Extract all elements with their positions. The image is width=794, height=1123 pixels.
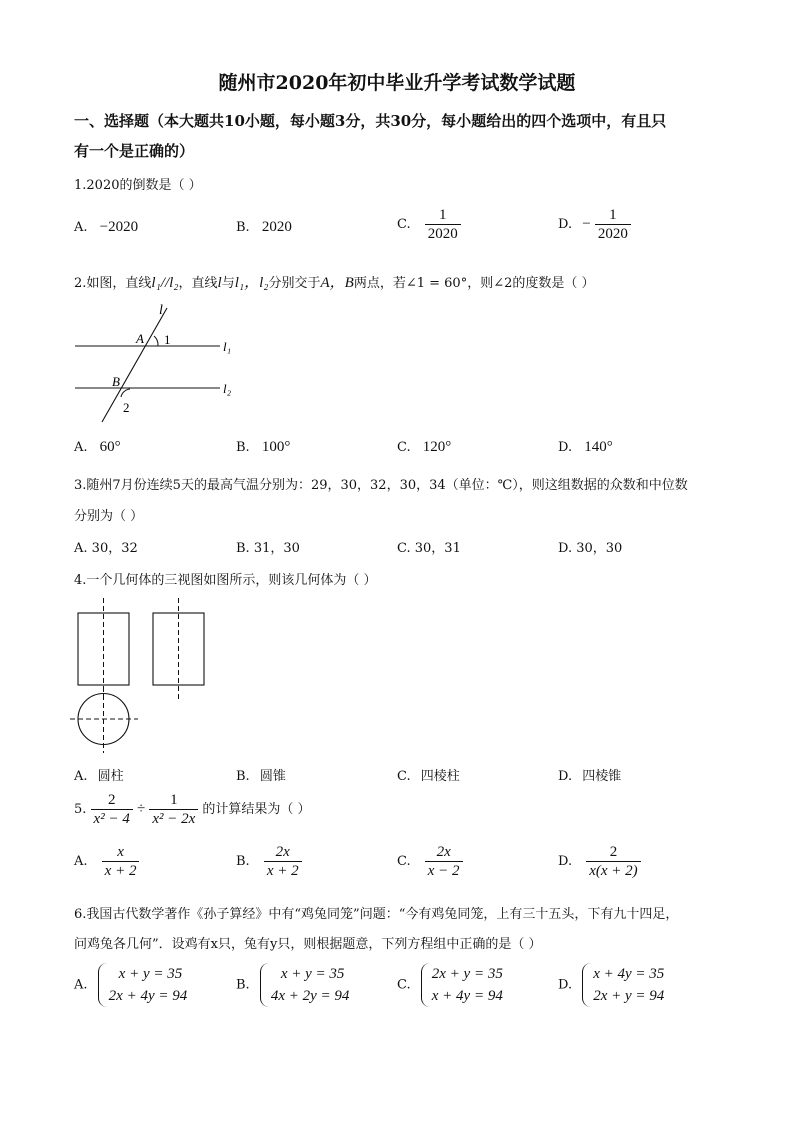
- denominator: x + 2: [104, 863, 137, 879]
- q5-option-b: [236, 843, 302, 880]
- q6-option-d: [558, 963, 668, 1007]
- stem-text: ，直线: [178, 276, 218, 291]
- label-l1: l₁: [223, 339, 232, 354]
- option-label: B.: [236, 440, 250, 455]
- q3-stem-line1: 3.随州7月份连续5天的最高气温分别为：29，30，32，30，34（单位：℃），则这组数据的众数和中位数: [74, 478, 688, 493]
- equation-system: [98, 963, 192, 1007]
- option-value: 30，30: [576, 541, 623, 556]
- option-label: B.: [236, 977, 250, 993]
- q2-figure-parallel-lines: [70, 300, 240, 425]
- denominator: x + 2: [266, 863, 299, 879]
- option-value: 60°: [99, 439, 121, 455]
- option-value: 120°: [422, 439, 452, 455]
- q6-stem-line1: 6.我国古代数学著作《孙子算经》中有“鸡兔同笼”问题：“今有鸡兔同笼，上有三十五头，下有九十四足，: [74, 907, 679, 922]
- q1-stem: 1.2020的倒数是（ ）: [74, 178, 202, 193]
- option-label: C.: [397, 440, 411, 455]
- numerator: 2: [586, 843, 640, 862]
- q5-option-d: [558, 843, 641, 880]
- q2-stem: [74, 271, 595, 292]
- page-title: 随州市2020年初中毕业升学考试数学试题: [218, 72, 576, 94]
- option-label: D.: [558, 769, 573, 784]
- option-label: A.: [74, 769, 88, 784]
- option-label: C.: [397, 769, 411, 784]
- q1-option-d: [558, 206, 631, 243]
- q4-option-a: [74, 765, 124, 784]
- denominator: x² − 2x: [152, 811, 196, 827]
- option-label: A.: [74, 220, 88, 235]
- numerator: 2: [91, 791, 133, 810]
- option-label: A.: [74, 541, 88, 556]
- label-b: B: [112, 374, 120, 389]
- fraction: [586, 843, 640, 880]
- q2-option-d: [558, 439, 613, 456]
- option-label: B.: [236, 220, 250, 235]
- q3-option-a: [74, 537, 138, 556]
- option-label: C.: [397, 854, 411, 869]
- numerator: 2x: [425, 843, 463, 862]
- angle-2-arc: [121, 389, 130, 397]
- q3-option-c: [397, 537, 461, 556]
- equation-system: [421, 963, 507, 1007]
- q5-stem: [74, 791, 311, 828]
- q1-option-a: [74, 219, 138, 236]
- section-heading-line1: 一、选择题（本大题共10小题，每小题3分，共30分，每小题给出的四个选项中，有且只: [74, 112, 667, 130]
- label-l: l: [159, 303, 163, 318]
- numerator: 1: [149, 791, 198, 810]
- equation: x + y = 35: [280, 966, 345, 982]
- q5-option-c: [397, 843, 463, 880]
- fraction: [91, 791, 133, 828]
- section-heading-line2: 有一个是正确的）: [74, 142, 195, 160]
- option-value: 100°: [261, 439, 291, 455]
- stem-text: 与: [221, 276, 235, 291]
- fraction: [595, 206, 631, 243]
- q1-option-c: [397, 206, 461, 243]
- option-label: D.: [558, 217, 573, 232]
- denominator: x² − 4: [93, 811, 130, 827]
- option-label: D.: [558, 977, 573, 993]
- equation: 2x + y = 94: [593, 988, 665, 1004]
- label-angle-1: 1: [164, 332, 171, 347]
- stem-text: 的计算结果为（ ）: [202, 802, 311, 817]
- label-a: A: [136, 331, 144, 346]
- q2-option-a: [74, 439, 121, 456]
- q4-option-c: [397, 765, 460, 784]
- equation: 2x + y = 35: [431, 966, 503, 982]
- option-label: C.: [397, 977, 411, 993]
- fraction: [425, 843, 463, 880]
- line-l: [102, 308, 167, 422]
- option-label: D.: [558, 854, 573, 869]
- equation: x + 4y = 94: [431, 988, 503, 1004]
- q6-option-a: [74, 963, 191, 1007]
- stem-text: 分别交于: [268, 276, 321, 291]
- option-label: B.: [236, 854, 250, 869]
- q5-option-a: [74, 843, 139, 880]
- option-label: B.: [236, 541, 250, 556]
- equation: x + y = 35: [118, 966, 183, 982]
- equation-system: [260, 963, 354, 1007]
- minus-sign: −: [582, 216, 591, 232]
- stem-math: A，B: [320, 275, 354, 291]
- q4-option-b: [236, 765, 286, 784]
- numerator: x: [102, 843, 140, 862]
- option-label: D.: [558, 541, 573, 556]
- option-value: 31，30: [253, 541, 300, 556]
- option-value: 2020: [261, 219, 292, 235]
- stem-math: l₁//l₂: [151, 275, 179, 291]
- stem-math: l: [217, 275, 222, 291]
- q3-option-d: [558, 537, 622, 556]
- option-label: A.: [74, 977, 88, 993]
- q2-option-c: [397, 439, 451, 456]
- option-value: 圆锥: [259, 769, 286, 784]
- divide-sign: ÷: [136, 801, 146, 817]
- numerator: 1: [595, 206, 631, 225]
- fraction: [149, 791, 198, 828]
- q4-figure-three-views: [70, 595, 220, 755]
- label-l2: l₂: [223, 381, 232, 396]
- denominator: 2020: [427, 226, 458, 242]
- equation: 2x + 4y = 94: [108, 988, 188, 1004]
- option-value: −2020: [99, 219, 139, 235]
- q6-stem-line2: 问鸡兔各几何”．设鸡有x只，兔有y只，则根据题意，下列方程组中正确的是（ ）: [74, 937, 542, 952]
- q4-stem: 4.一个几何体的三视图如图所示，则该几何体为（ ）: [74, 573, 377, 588]
- fraction: [425, 206, 461, 243]
- option-value: 四棱锥: [582, 769, 622, 784]
- option-value: 圆柱: [97, 769, 124, 784]
- numerator: 1: [425, 206, 461, 225]
- option-value: 140°: [584, 439, 613, 455]
- fraction: [102, 843, 140, 880]
- q3-option-b: [236, 537, 300, 556]
- q3-stem-line2: 分别为（ ）: [74, 509, 144, 524]
- q2-option-b: [236, 439, 290, 456]
- numerator: 2x: [264, 843, 302, 862]
- q6-option-b: [236, 963, 353, 1007]
- option-label: C.: [397, 541, 411, 556]
- q6-option-c: [397, 963, 507, 1007]
- stem-text: 两点，若∠1 = 60°，则∠2的度数是（ ）: [353, 276, 595, 291]
- q4-option-d: [558, 765, 621, 784]
- equation-system: [582, 963, 668, 1007]
- option-label: C.: [397, 217, 411, 232]
- stem-text: 2.如图，直线: [74, 276, 152, 291]
- option-label: B.: [236, 769, 250, 784]
- q1-option-b: [236, 219, 292, 236]
- stem-text: 5.: [74, 802, 87, 817]
- angle-1-arc: [154, 336, 158, 346]
- denominator: x(x + 2): [589, 863, 638, 879]
- option-value: 30，32: [91, 541, 138, 556]
- denominator: x − 2: [427, 863, 460, 879]
- option-label: D.: [558, 440, 573, 455]
- option-value: 30，31: [414, 541, 461, 556]
- fraction: [264, 843, 302, 880]
- option-label: A.: [74, 440, 88, 455]
- equation: x + 4y = 35: [593, 966, 665, 982]
- option-value: 四棱柱: [420, 769, 460, 784]
- label-angle-2: 2: [123, 400, 130, 415]
- stem-math: l₁，l₂: [234, 275, 269, 291]
- option-label: A.: [74, 854, 88, 869]
- equation: 4x + 2y = 94: [270, 988, 350, 1004]
- denominator: 2020: [597, 226, 628, 242]
